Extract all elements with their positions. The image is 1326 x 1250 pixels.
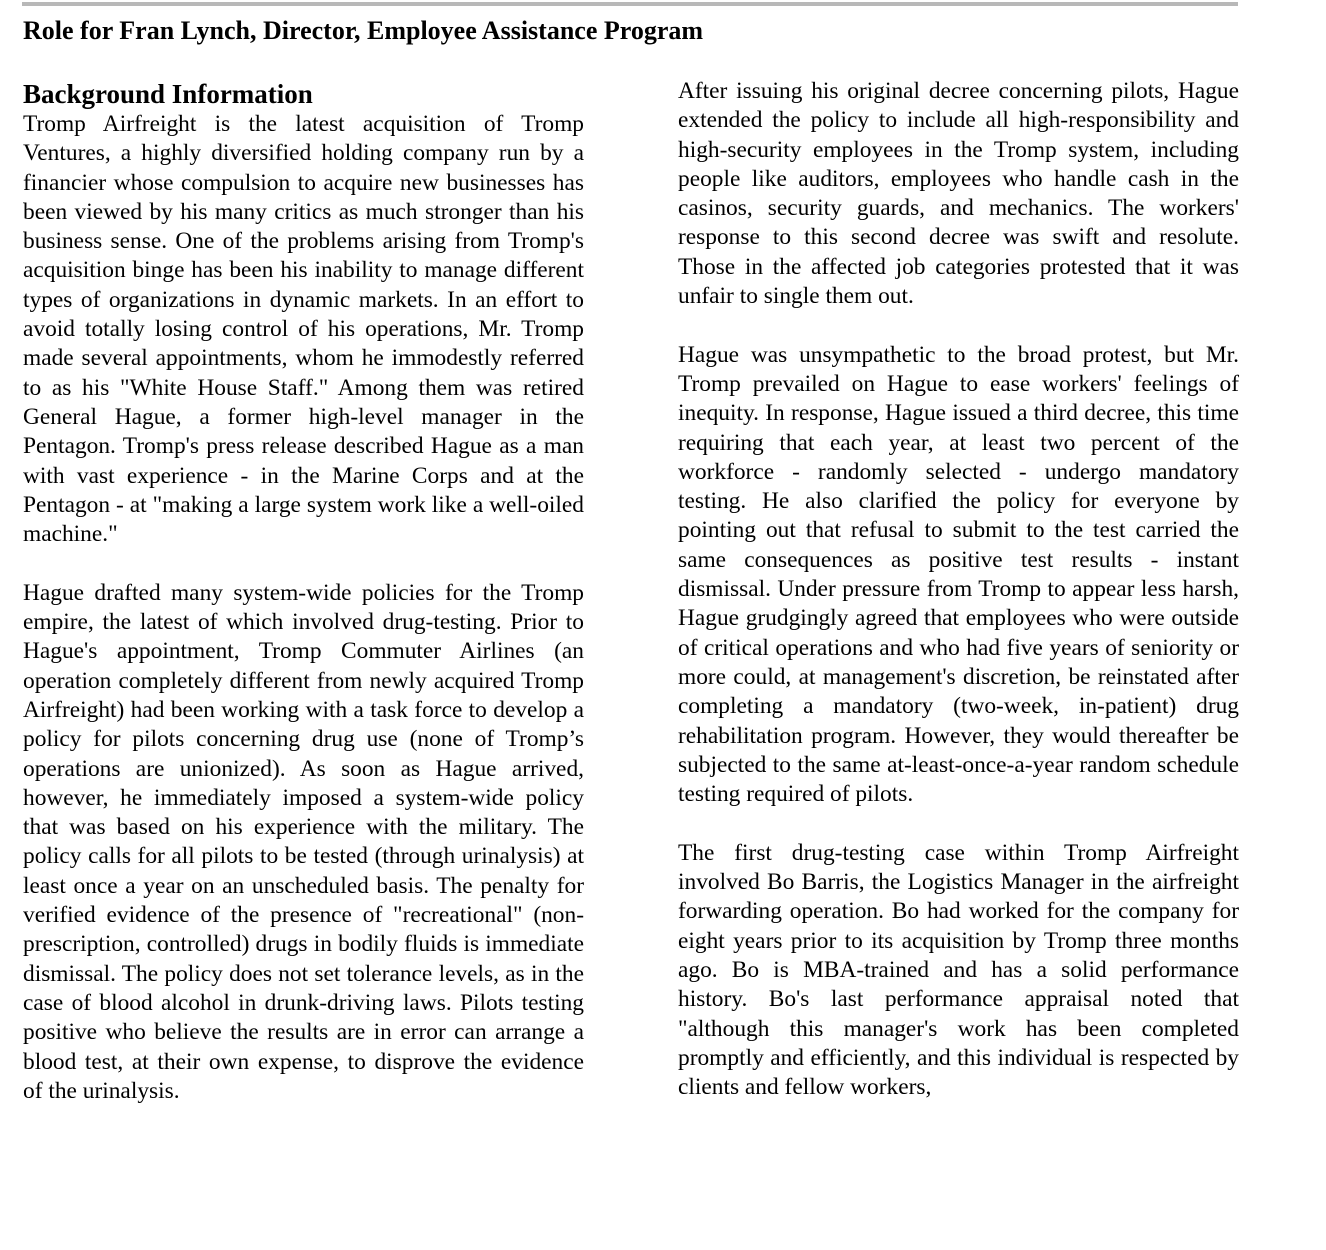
paragraph-third-decree: Hague was unsympathetic to the broad protest, but Mr. Tromp prevailed on Hague to ease workers' feelings of inequity. In response, Hague issued a third decree, this time requiring that each year, at least two percent of the workforce - randomly selected - undergo mandatory testing. He also clarified the policy for everyone by pointing out that refusal to submit to the test carried the same consequences as positive test results - instant dismissal. Under pressure from Tromp to appear less harsh, Hague grudgingly agreed that employees who were outside of critical operations and who had five years of seniority or more could, at management's discretion, be reinstated after completing a mandatory (two-week, in-patient) drug rehabilitation program. However, they would thereafter be subjected to the same at-least-once-a-year random schedule testing required of pilots. [678, 341, 1239, 808]
right-column [678, 77, 1239, 1102]
paragraph-background-1: Tromp Airfreight is the latest acquisition of Tromp Ventures, a highly diversified holding company run by a financier whose compulsion to acquire new businesses has been viewed by his many critics as much stronger than his business sense. One of the problems arising from Tromp's acquisition binge has been his inability to manage different types of organizations in dynamic markets. In an effort to avoid totally losing control of his operations, Mr. Tromp made several appointments, whom he immodestly referred to as his "White House Staff." Among them was retired General Hague, a former high-level manager in the Pentagon. Tromp's press release described Hague as a man with vast experience - in the Marine Corps and at the Pentagon - at "making a large system work like a well-oiled machine." [23, 111, 584, 548]
paragraph-background-2: Hague drafted many system-wide policies for the Tromp empire, the latest of which involved drug-testing. Prior to Hague's appointment, Tromp Commuter Airlines (an operation completely different from newly acquired Tromp Airfreight) had been working with a task force to develop a policy for pilots concerning drug use (none of Tromp’s operations are unionized). As soon as Hague arrived, however, he immediately imposed a system-wide policy that was based on his experience with the military. The policy calls for all pilots to be tested (through urinalysis) at least once a year on an unscheduled basis. The penalty for verified evidence of the presence of "recreational" (non-prescription, controlled) drugs in bodily fluids is immediate dismissal. The policy does not set tolerance levels, as in the case of blood alcohol in drunk-driving laws. Pilots testing positive who believe the results are in error can arrange a blood test, at their own expense, to disprove the evidence of the urinalysis. [23, 579, 584, 1104]
paragraph-first-case: The first drug-testing case within Tromp Airfreight involved Bo Barris, the Logistics Manager in the airfreight forwarding operation. Bo had worked for the company for eight years prior to its acquisition by Tromp three months ago. Bo is MBA-trained and has a solid performance history. Bo's last performance appraisal noted that "although this manager's work has been completed promptly and efficiently, and this individual is respected by clients and fellow workers, [678, 839, 1239, 1101]
left-column [23, 76, 584, 1106]
section-heading: Background Information [23, 79, 313, 109]
paragraph-extended-policy: After issuing his original decree concerning pilots, Hague extended the policy to include all high-responsibility and high-security employees in the Tromp system, including people like auditors, employees who handle cash in the casinos, security guards, and mechanics. The workers' response to this second decree was swift and resolute. Those in the affected job categories protested that it was unfair to single them out. [678, 78, 1239, 310]
top-divider [22, 2, 1238, 6]
document-title: Role for Fran Lynch, Director, Employee Assistance Program [23, 16, 704, 45]
